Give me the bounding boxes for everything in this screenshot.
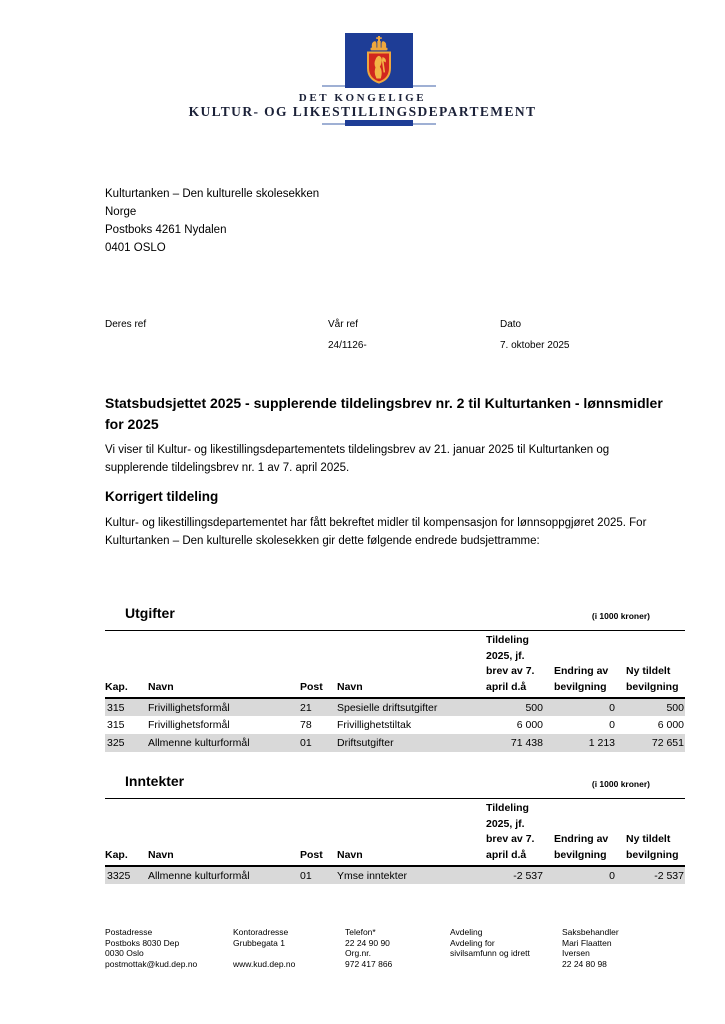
col-ny-tildelt: Ny tildelt bevilgning (620, 799, 685, 867)
table-row (105, 698, 685, 716)
footer-postadresse (105, 927, 230, 970)
footer-telefon (345, 927, 445, 970)
col-navn: Navn (148, 799, 300, 867)
footer-line: Grubbegata 1 (233, 937, 285, 948)
cell-post: 78 (300, 719, 312, 731)
cell-navn: Allmenne kulturformål (148, 869, 250, 882)
footer-line: Org.nr. (345, 948, 371, 959)
inntekter-heading: Inntekter (125, 773, 185, 789)
cell-kap: 315 (107, 719, 125, 731)
footer-line: Avdeling (450, 927, 483, 937)
col-endring: Endring av bevilgning (548, 631, 620, 699)
col-post: Post (300, 631, 337, 699)
footer-line: sivilsamfunn og idrett (450, 948, 530, 959)
inntekter-table (105, 798, 685, 884)
cell-post: 01 (300, 869, 312, 882)
deres-ref-field (105, 318, 146, 331)
var-ref-value: 24/1126- (328, 340, 367, 351)
cell-ny-tildelt: 6 000 (657, 719, 684, 731)
cell-kap: 315 (107, 701, 125, 714)
col-navn2: Navn (337, 631, 480, 699)
footer-line (233, 948, 341, 959)
cell-navn: Frivillighetsformål (148, 701, 230, 714)
cell-navn: Frivillighetsformål (148, 719, 230, 731)
footer-kontoradresse (233, 927, 341, 970)
utgifter-header-row (105, 631, 685, 699)
col-navn2: Navn (337, 799, 480, 867)
footer-line: 22 24 80 98 (562, 959, 607, 970)
utgifter-heading: Utgifter (125, 605, 175, 621)
footer-email: postmottak@kud.dep.no (105, 959, 198, 970)
col-ny-tildelt: Ny tildelt bevilgning (620, 631, 685, 699)
cell-navn2: Driftsutgifter (337, 737, 394, 749)
footer-line: Kontoradresse (233, 927, 289, 937)
table-row (105, 716, 685, 734)
section-paragraph: Kultur- og likestillingsdepartementet har fått bekreftet midler til kompensasjon for lønnsoppgjøret 2025. For Kulturtanken – Den kulturelle skolesekken gir dette følgende endrede budsjettramme: (105, 517, 647, 547)
footer-line: 0030 Oslo (105, 948, 144, 959)
col-post: Post (300, 799, 337, 867)
coat-of-arms-icon (345, 33, 413, 88)
document-title: Statsbudsjettet 2025 - supplerende tildelingsbrev nr. 2 til Kulturtanken - lønnsmidler for 2025 (105, 395, 663, 432)
footer-line: Postboks 8030 Dep (105, 937, 180, 948)
inntekter-header-row (105, 799, 685, 867)
recipient-address (105, 185, 319, 257)
cell-tildeling: 6 000 (516, 719, 543, 731)
dato-field (500, 318, 570, 351)
utgifter-table-header-row (105, 593, 685, 621)
utgifter-table-section (105, 593, 685, 752)
footer-avdeling (450, 927, 558, 959)
col-tildeling: Tildeling 2025, jf. brev av 7. april d.å (480, 799, 548, 867)
footer-line: Mari Flaatten (562, 937, 612, 948)
cell-post: 21 (300, 701, 312, 714)
table-row (105, 866, 685, 884)
cell-endring: 0 (609, 719, 615, 731)
var-ref-label: Vår ref (328, 319, 359, 330)
inntekter-unit-label: (i 1000 kroner) (591, 779, 650, 789)
cell-kap: 325 (107, 737, 125, 749)
recipient-line: 0401 OSLO (105, 242, 166, 254)
footer-line: Telefon* (345, 927, 376, 937)
cell-kap: 3325 (107, 869, 131, 882)
inntekter-table-header-row (105, 761, 685, 789)
intro-paragraph: Vi viser til Kultur- og likestillingsdepartementets tildelingsbrev av 21. januar 2025 til Kulturtanken og supplerende tildelingsbrev nr. 1 av 7. april 2025. (105, 444, 610, 474)
footer-line: Avdeling for (450, 937, 495, 948)
cell-endring: 0 (609, 701, 615, 714)
cell-post: 01 (300, 737, 312, 749)
letterhead-line1: DET KONGELIGE (298, 92, 427, 104)
footer-saksbehandler (562, 927, 657, 970)
cell-navn2: Ymse inntekter (337, 869, 408, 882)
cell-ny-tildelt: 72 651 (651, 737, 684, 749)
footer-line: Postadresse (105, 927, 153, 937)
dato-value: 7. oktober 2025 (500, 340, 570, 351)
inntekter-table-section (105, 761, 685, 884)
letterhead-line2: KULTUR- OG LIKESTILLINGSDEPARTEMENT (188, 104, 537, 119)
cell-tildeling: -2 537 (513, 869, 543, 882)
var-ref-field (328, 318, 367, 351)
col-tildeling: Tildeling 2025, jf. brev av 7. april d.å (480, 631, 548, 699)
cell-tildeling: 71 438 (510, 737, 543, 749)
cell-endring: 0 (609, 869, 615, 882)
recipient-line: Postboks 4261 Nydalen (105, 224, 227, 236)
cell-navn2: Spesielle driftsutgifter (337, 701, 438, 714)
cell-navn: Allmenne kulturformål (148, 737, 250, 749)
col-endring: Endring av bevilgning (548, 799, 620, 867)
dato-label: Dato (500, 319, 522, 330)
col-kap: Kap. (105, 799, 148, 867)
deres-ref-label: Deres ref (105, 319, 147, 330)
footer-website: www.kud.dep.no (233, 959, 296, 970)
cell-ny-tildelt: 500 (666, 701, 684, 714)
letterhead-banner-segment (345, 120, 413, 126)
recipient-line: Kulturtanken – Den kulturelle skolesekken (105, 188, 320, 200)
footer-line: 22 24 90 90 (345, 937, 390, 948)
table-row (105, 734, 685, 752)
section-heading: Korrigert tildeling (105, 489, 219, 504)
col-navn: Navn (148, 631, 300, 699)
cell-ny-tildelt: -2 537 (654, 869, 684, 882)
col-kap: Kap. (105, 631, 148, 699)
cell-endring: 1 213 (588, 737, 615, 749)
cell-tildeling: 500 (525, 701, 543, 714)
footer-line: Iversen (562, 948, 590, 959)
footer-line: Saksbehandler (562, 927, 619, 937)
utgifter-unit-label: (i 1000 kroner) (591, 611, 650, 621)
footer-line: 972 417 866 (345, 959, 393, 970)
cell-navn2: Frivillighetstiltak (337, 719, 412, 731)
utgifter-table (105, 630, 685, 752)
recipient-line: Norge (105, 206, 137, 218)
